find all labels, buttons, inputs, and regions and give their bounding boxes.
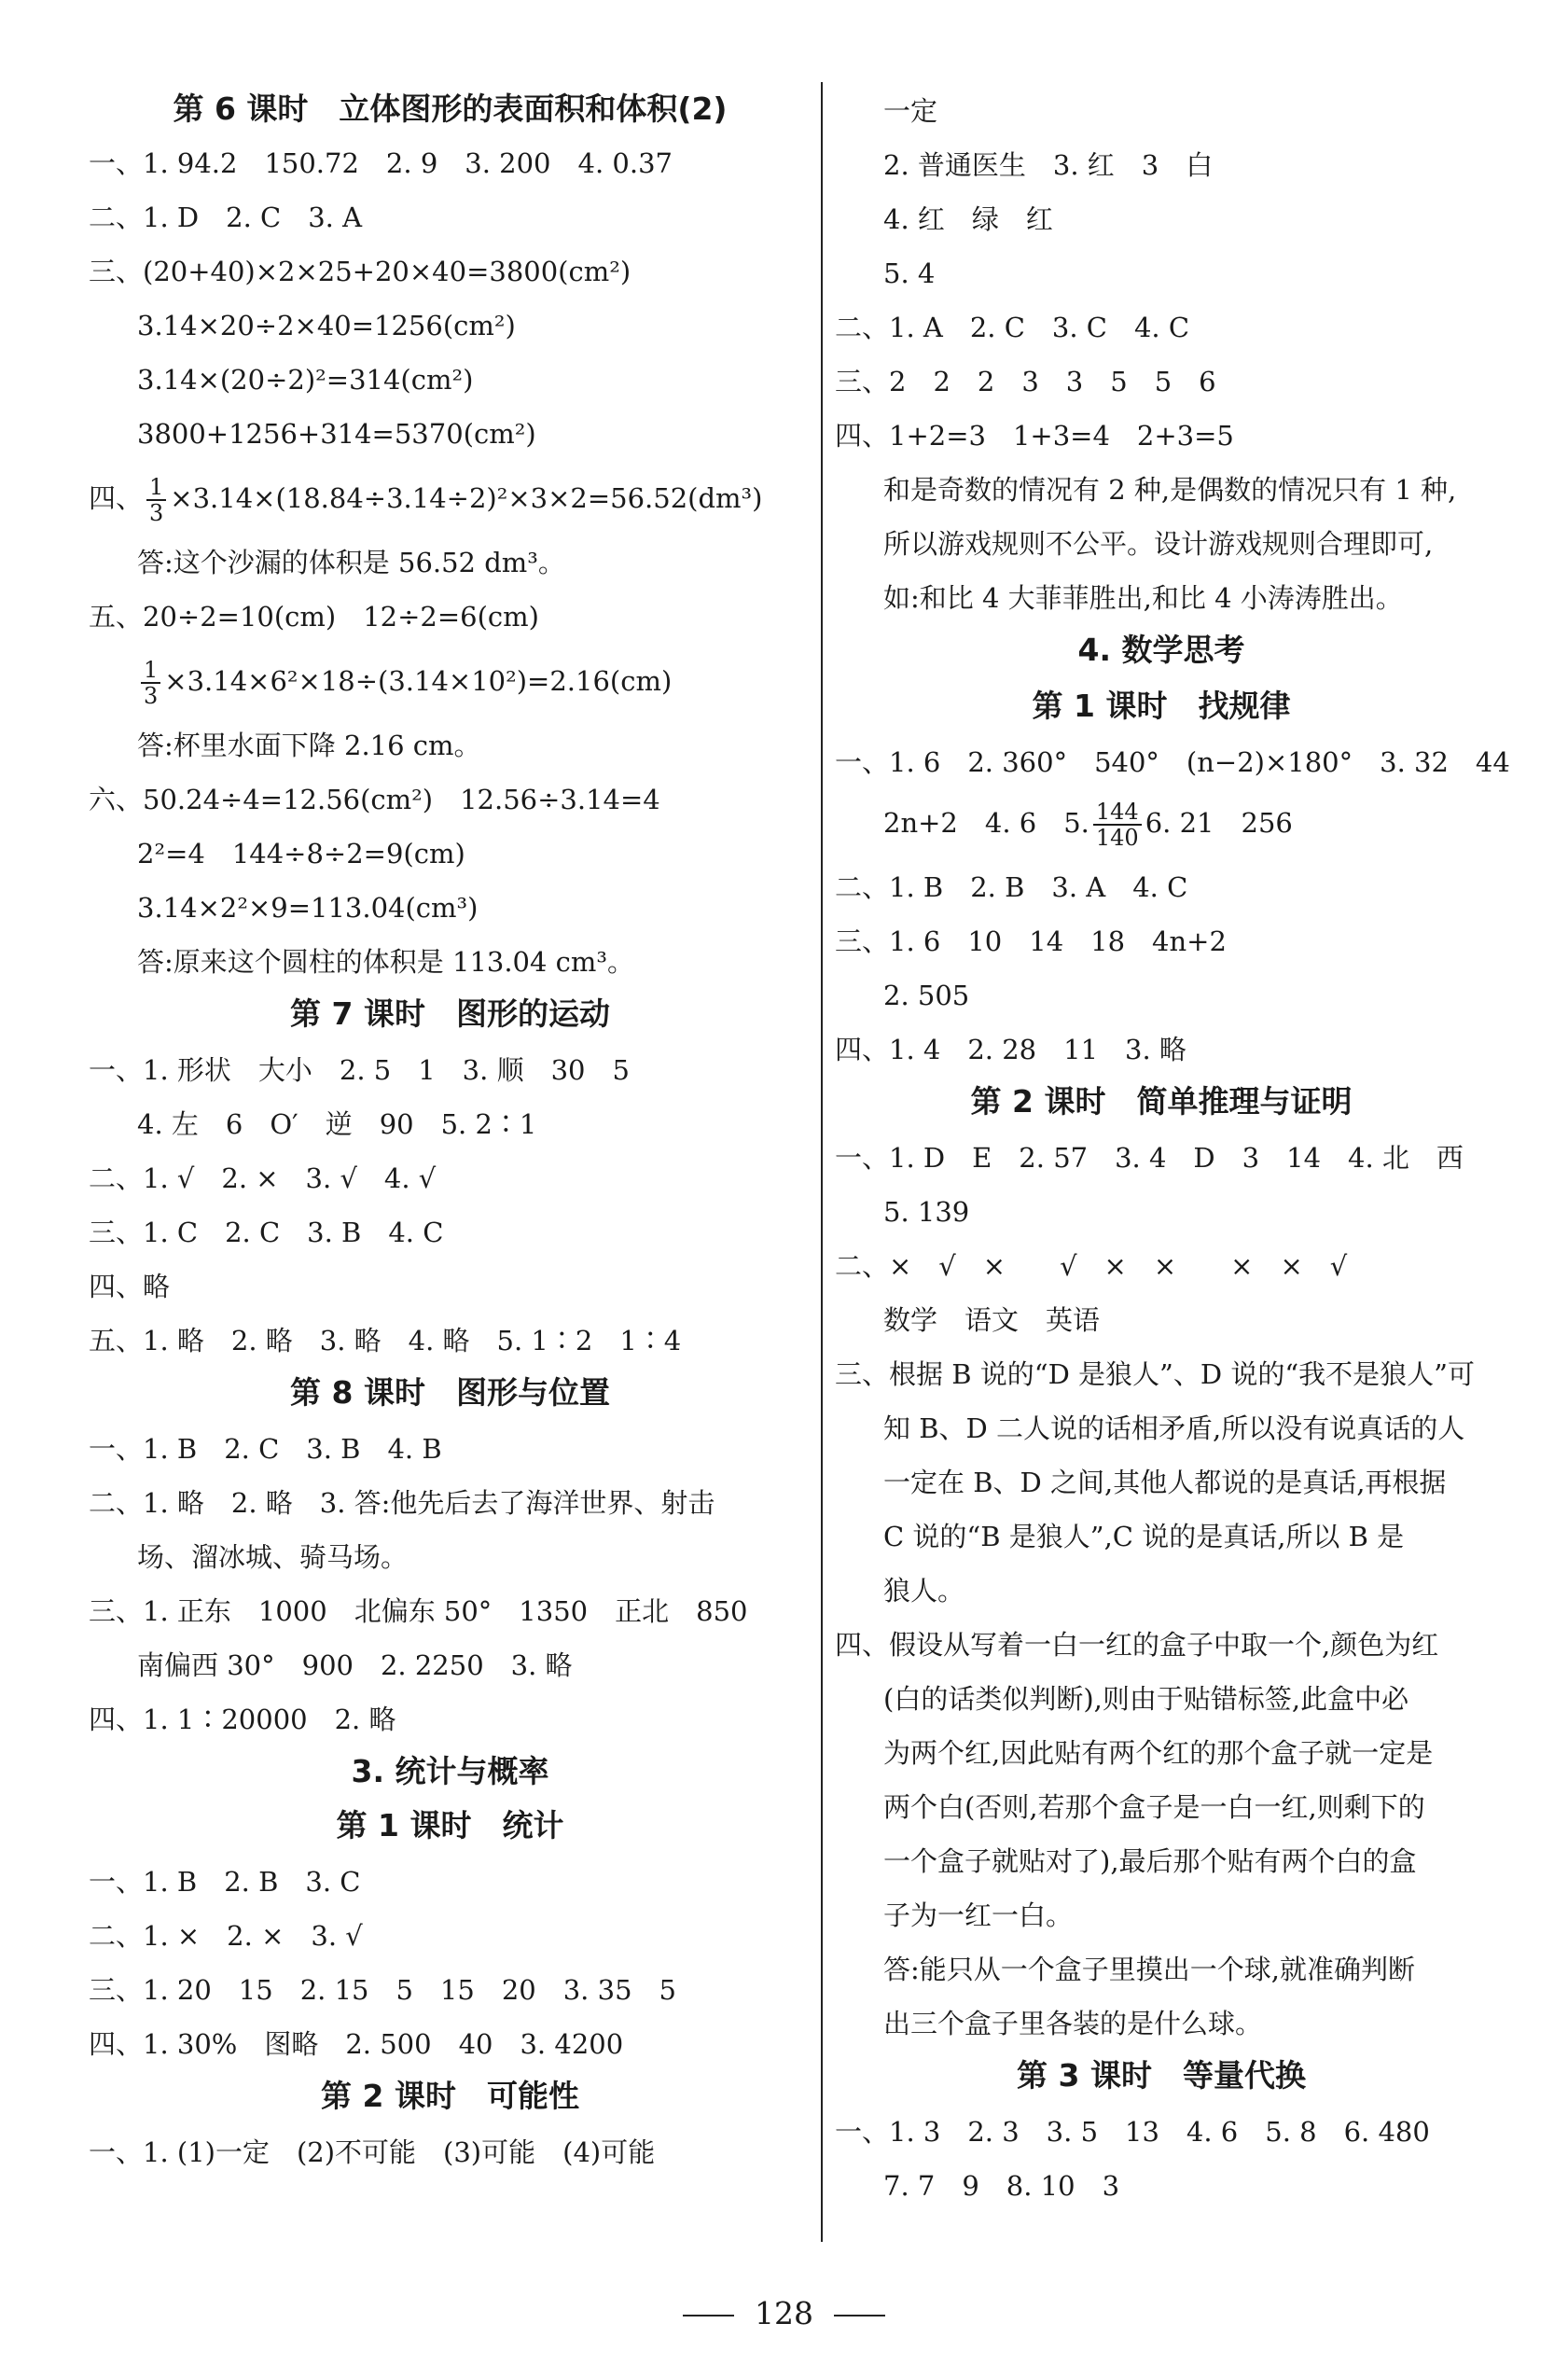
answer-line: 一、1. B 2. C 3. B 4. B (89, 1433, 442, 1465)
answer-line: 5. 139 (883, 1196, 970, 1228)
answer-line: 数学 语文 英语 (883, 1304, 1101, 1336)
answer-line: 二、1. × 2. × 3. √ (89, 1920, 363, 1952)
answer-expression: ×3.14×(18.84÷3.14÷2)²×3×2=56.52(dm³) (170, 482, 763, 514)
answer-line: 一、1. 6 2. 360° 540° (n−2)×180° 3. 32 44 (835, 746, 1510, 778)
section-heading: 第 2 课时 可能性 (321, 2078, 579, 2114)
answer-line: 一、1. 形状 大小 2. 5 1 3. 顺 30 5 (89, 1054, 630, 1086)
answer-line: 出三个盒子里各装的是什么球。 (883, 2008, 1263, 2039)
answer-line: 二、1. 略 2. 略 3. 答:他先后去了海洋世界、射击 (89, 1487, 715, 1519)
page-number (0, 2295, 1568, 2332)
section-heading: 第 1 课时 找规律 (1032, 688, 1291, 724)
section-heading: 第 1 课时 统计 (336, 1807, 564, 1843)
section-heading: 第 8 课时 图形与位置 (290, 1374, 610, 1411)
fraction-numerator: 1 (141, 658, 160, 684)
answer-line: 子为一红一白。 (883, 1899, 1074, 1931)
section-heading: 第 3 课时 等量代换 (1017, 2057, 1306, 2094)
answer-line: 四、1. 1∶20000 2. 略 (89, 1704, 396, 1735)
fraction (1093, 800, 1142, 850)
answer-line: 三、2 2 2 3 3 5 5 6 (835, 366, 1216, 397)
fraction (146, 475, 166, 525)
answer-line: 三、1. C 2. C 3. B 4. C (89, 1217, 444, 1248)
answer-line: C 说的“B 是狼人”,C 说的是真话,所以 B 是 (883, 1521, 1405, 1552)
page-number-dash (683, 2315, 734, 2316)
answer-line: 南偏西 30° 900 2. 2250 3. 略 (137, 1649, 573, 1681)
answer-line: 二、1. A 2. C 3. C 4. C (835, 312, 1190, 343)
column-divider (821, 82, 823, 2242)
answer-line: 四、1. 4 2. 28 11 3. 略 (835, 1034, 1186, 1065)
answer-expression: 6. 21 256 (1145, 807, 1293, 839)
answer-prefix: 2n+2 4. 6 5. (883, 807, 1089, 839)
answer-line: 和是奇数的情况有 2 种,是偶数的情况只有 1 种, (883, 474, 1457, 506)
answer-line: 答:这个沙漏的体积是 56.52 dm³。 (137, 547, 565, 578)
answer-line: 7. 7 9 8. 10 3 (883, 2170, 1120, 2202)
answer-line: 五、1. 略 2. 略 3. 略 4. 略 5. 1∶2 1∶4 (89, 1325, 682, 1356)
answer-line: (白的话类似判断),则由于贴错标签,此盒中必 (883, 1683, 1409, 1715)
answer-line: 2. 505 (883, 980, 970, 1011)
answer-line: 为两个红,因此贴有两个红的那个盒子就一定是 (883, 1737, 1434, 1769)
answer-line: 3800+1256+314=5370(cm²) (137, 418, 536, 450)
answer-line: 2²=4 144÷8÷2=9(cm) (137, 838, 465, 870)
answer-line-fraction (883, 800, 1293, 850)
fraction-denominator: 3 (149, 500, 164, 526)
answer-line: 4. 左 6 O′ 逆 90 5. 2∶1 (137, 1108, 537, 1140)
answer-line: 一定在 B、D 之间,其他人都说的是真话,再根据 (883, 1467, 1447, 1498)
answer-line: 五、20÷2=10(cm) 12÷2=6(cm) (89, 601, 539, 633)
section-heading: 第 6 课时 立体图形的表面积和体积(2) (173, 90, 728, 127)
answer-line: 二、1. B 2. B 3. A 4. C (835, 871, 1188, 903)
answer-line: 三、1. 20 15 2. 15 5 15 20 3. 35 5 (89, 1974, 676, 2006)
section-heading: 第 7 课时 图形的运动 (290, 995, 610, 1032)
answer-line: 四、1+2=3 1+3=4 2+3=5 (835, 420, 1234, 452)
answer-line: 二、1. √ 2. × 3. √ 4. √ (89, 1162, 437, 1194)
chapter-heading: 3. 统计与概率 (351, 1753, 549, 1789)
answer-line: 3.14×(20÷2)²=314(cm²) (137, 364, 474, 396)
answer-line-fraction (137, 658, 672, 708)
answer-line: 二、1. D 2. C 3. A (89, 202, 363, 233)
answer-line: 二、× √ × √ × × × × √ (835, 1250, 1348, 1282)
answer-line: 4. 红 绿 红 (883, 203, 1053, 235)
answer-line: 一个盒子就贴对了),最后那个贴有两个白的盒 (883, 1845, 1417, 1877)
answer-line: 3.14×20÷2×40=1256(cm²) (137, 310, 516, 341)
answer-line: 答:原来这个圆柱的体积是 113.04 cm³。 (137, 946, 635, 978)
answer-line: 一定 (883, 95, 938, 127)
fraction-denominator: 3 (144, 683, 159, 709)
answer-line: 四、1. 30% 图略 2. 500 40 3. 4200 (89, 2028, 624, 2060)
answer-line: 2. 普通医生 3. 红 3 白 (883, 149, 1214, 181)
page-number-dash (834, 2315, 885, 2316)
fraction-denominator: 140 (1095, 825, 1139, 851)
answer-prefix: 四、 (89, 482, 144, 514)
answer-line: 两个白(否则,若那个盒子是一白一红,则剩下的 (883, 1791, 1425, 1823)
page-number-value: 128 (755, 2295, 813, 2331)
fraction-numerator: 144 (1093, 800, 1142, 826)
answer-line: 狼人。 (883, 1575, 965, 1607)
answer-line: 四、略 (89, 1271, 171, 1302)
answer-line: 六、50.24÷4=12.56(cm²) 12.56÷3.14=4 (89, 784, 660, 815)
answer-line: 3.14×2²×9=113.04(cm³) (137, 892, 479, 924)
answer-expression: ×3.14×6²×18÷(3.14×10²)=2.16(cm) (164, 665, 673, 697)
answer-line: 知 B、D 二人说的话相矛盾,所以没有说真话的人 (883, 1412, 1465, 1444)
answer-line: 一、1. (1)一定 (2)不可能 (3)可能 (4)可能 (89, 2136, 656, 2168)
answer-line: 一、1. 94.2 150.72 2. 9 3. 200 4. 0.37 (89, 147, 673, 179)
answer-line: 答:杯里水面下降 2.16 cm。 (137, 730, 481, 761)
answer-line-fraction (89, 475, 763, 525)
fraction (141, 658, 160, 708)
fraction-numerator: 1 (146, 475, 166, 501)
answer-line: 答:能只从一个盒子里摸出一个球,就准确判断 (883, 1954, 1415, 1985)
answer-line: 四、假设从写着一白一红的盒子中取一个,颜色为红 (835, 1629, 1439, 1661)
answer-line: 三、1. 6 10 14 18 4n+2 (835, 925, 1227, 957)
answer-line: 一、1. D E 2. 57 3. 4 D 3 14 4. 北 西 (835, 1142, 1464, 1174)
answer-line: 5. 4 (883, 257, 936, 289)
answer-line: 三、1. 正东 1000 北偏东 50° 1350 正北 850 (89, 1595, 748, 1627)
answer-line: 三、根据 B 说的“D 是狼人”、D 说的“我不是狼人”可 (835, 1358, 1475, 1390)
answer-line: 场、溜冰城、骑马场。 (137, 1541, 409, 1573)
answer-line: 一、1. 3 2. 3 3. 5 13 4. 6 5. 8 6. 480 (835, 2116, 1430, 2148)
answer-line: 三、(20+40)×2×25+20×40=3800(cm²) (89, 256, 631, 287)
section-heading: 第 2 课时 简单推理与证明 (970, 1083, 1353, 1120)
chapter-heading: 4. 数学思考 (1077, 632, 1245, 668)
answer-line: 一、1. B 2. B 3. C (89, 1866, 361, 1898)
answer-line: 所以游戏规则不公平。设计游戏规则合理即可, (883, 528, 1434, 560)
answer-line: 如:和比 4 大菲菲胜出,和比 4 小涛涛胜出。 (883, 582, 1403, 614)
